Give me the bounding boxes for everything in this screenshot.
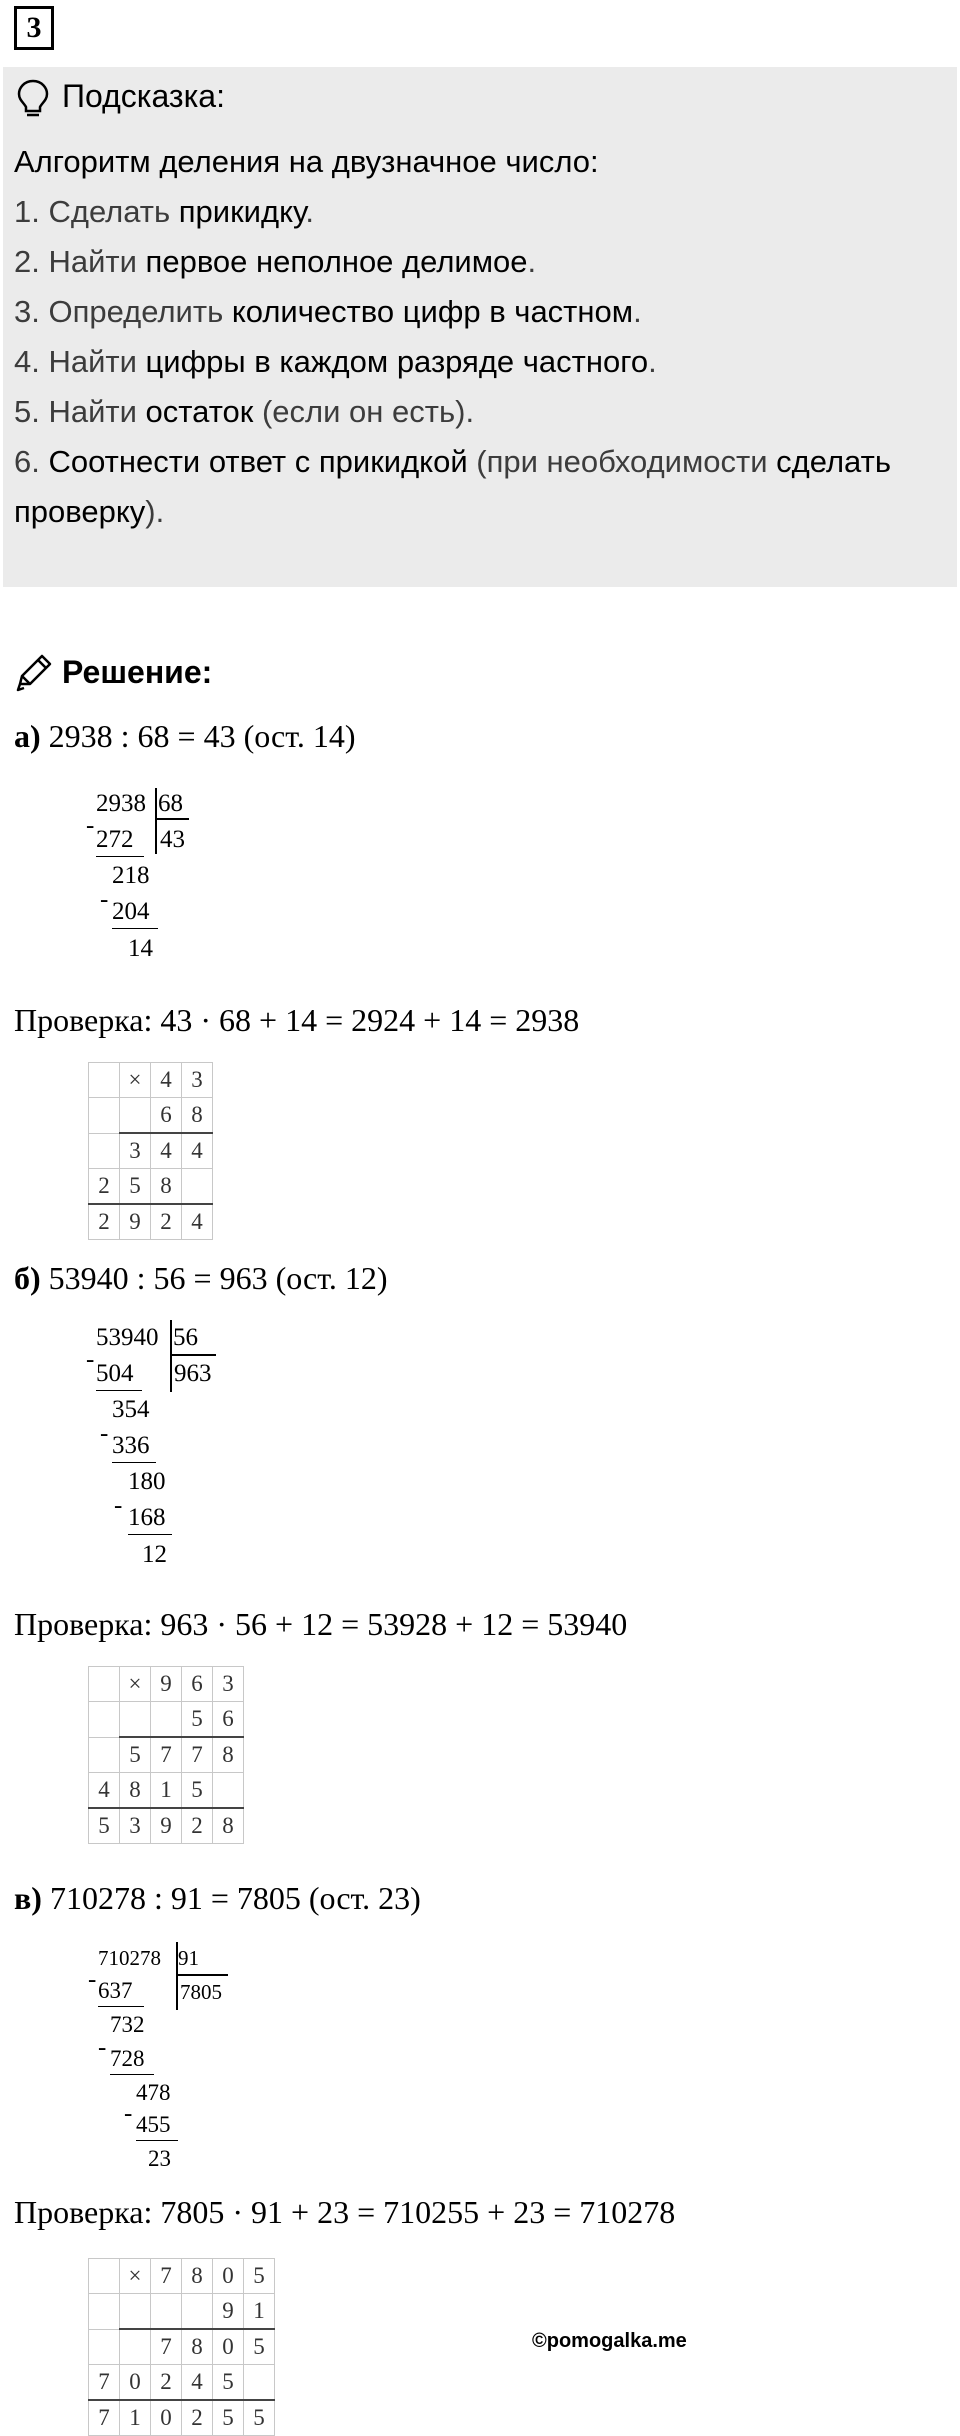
quotient-line [157, 818, 189, 820]
minus-sign: - [124, 2100, 133, 2127]
hint-step [14, 190, 314, 234]
table-cell: 6 [182, 1667, 213, 1702]
subtract-line [112, 1462, 156, 1463]
equation-text: 710278 : 91 = 7805 (ост. 23) [49, 1880, 421, 1916]
table-cell [89, 2294, 120, 2330]
table-row [89, 2259, 275, 2294]
equation-c [14, 1880, 421, 1917]
table-cell [89, 1737, 120, 1773]
table-cell [151, 1702, 182, 1738]
table-row [89, 1702, 244, 1738]
table-cell: 8 [182, 1098, 213, 1134]
table-cell [89, 2259, 120, 2294]
table-cell: 2 [89, 1169, 120, 1205]
table-cell: 4 [89, 1773, 120, 1809]
table-cell [89, 1667, 120, 1702]
hint-step [14, 340, 657, 384]
step-prefix: 6. [14, 444, 49, 479]
table-cell: 0 [120, 2365, 151, 2401]
subtrahend: 728 [110, 2046, 145, 2071]
subtrahend: 204 [112, 898, 150, 925]
table-cell: 2 [89, 1204, 120, 1240]
table-cell: 4 [182, 1204, 213, 1240]
multiplication-table-b [88, 1666, 244, 1844]
step-key: первое неполное делимое [145, 244, 528, 279]
quotient: 963 [174, 1360, 212, 1387]
hint-heading [14, 140, 599, 184]
division-bar [170, 1320, 172, 1392]
table-cell [120, 2329, 151, 2365]
table-cell: × [120, 2259, 151, 2294]
step-suffix: . [633, 294, 642, 329]
table-cell: 7 [151, 2259, 182, 2294]
table-cell: 7 [151, 2329, 182, 2365]
table-cell: 7 [182, 1737, 213, 1773]
table-cell: 8 [151, 1169, 182, 1205]
hint-step [14, 290, 642, 334]
step-key: прикидку [178, 194, 306, 229]
quotient: 43 [160, 826, 185, 853]
watermark: ©pomogalka.me [532, 2330, 687, 2352]
table-cell: 5 [244, 2329, 275, 2365]
step-prefix: 1. Сделать [14, 194, 179, 229]
minus-sign: - [86, 812, 95, 839]
check-c: Проверка: 7805 · 91 + 23 = 710255 + 23 = 710278 [14, 2194, 676, 2230]
table-cell: 1 [151, 1773, 182, 1809]
table-cell: 0 [213, 2259, 244, 2294]
step-suffix: (если он есть). [253, 394, 475, 429]
step-suffix: ). [145, 494, 165, 529]
table-cell: 2 [182, 1808, 213, 1844]
table-cell: 4 [151, 1133, 182, 1169]
table-cell: 2 [182, 2400, 213, 2436]
step-key: Соотнести ответ с прикидкой [48, 444, 468, 479]
dividend: 710278 [98, 1946, 161, 1970]
table-row [89, 2400, 275, 2436]
subtrahend: 168 [128, 1504, 166, 1531]
table-cell [89, 1133, 120, 1169]
equation-text: 2938 : 68 = 43 (ост. 14) [48, 718, 356, 754]
table-row [89, 1133, 213, 1169]
partial-dividend: 354 [112, 1396, 150, 1423]
hint-title: Подсказка: [62, 78, 225, 114]
table-cell: 5 [213, 2400, 244, 2436]
table-cell: 7 [89, 2400, 120, 2436]
subtrahend: 336 [112, 1432, 150, 1459]
equation-text: 53940 : 56 = 963 (ост. 12) [48, 1260, 388, 1296]
table-cell: 7 [89, 2365, 120, 2401]
subtract-line [112, 928, 158, 929]
table-cell: 1 [244, 2294, 275, 2330]
table-cell: 8 [213, 1808, 244, 1844]
dividend: 53940 [96, 1324, 159, 1351]
pencil-icon [14, 652, 56, 692]
table-cell: × [120, 1063, 151, 1098]
quotient-line [172, 1354, 216, 1356]
hint-heading-text: Алгоритм деления на двузначное число [14, 144, 591, 179]
table-cell [89, 1702, 120, 1738]
table-cell: 2 [151, 1204, 182, 1240]
table-cell: 8 [213, 1737, 244, 1773]
table-cell: 5 [213, 2365, 244, 2401]
table-cell: 0 [151, 2400, 182, 2436]
task-number: 3 [26, 11, 42, 44]
step-key: сделать [776, 444, 891, 479]
remainder: 14 [128, 935, 153, 962]
step-prefix: 4. Найти [14, 344, 146, 379]
table-row [89, 2365, 275, 2401]
lightbulb-icon [16, 78, 50, 118]
partial-dividend: 478 [136, 2080, 171, 2105]
table-cell: 4 [151, 1063, 182, 1098]
subtrahend: 504 [96, 1360, 134, 1387]
step-suffix: (при необходимости [467, 444, 777, 479]
table-row [89, 1737, 244, 1773]
step-key: количество цифр в частном [231, 294, 634, 329]
step-suffix: . [305, 194, 315, 229]
table-row [89, 1063, 213, 1098]
table-cell [120, 1098, 151, 1134]
table-cell [182, 1169, 213, 1205]
step-prefix: 3. Определить [14, 294, 232, 329]
divisor: 68 [158, 790, 183, 817]
solution-title: Решение: [62, 654, 213, 690]
table-cell: 5 [182, 1702, 213, 1738]
minus-sign: - [98, 2034, 107, 2061]
table-row [89, 1773, 244, 1809]
table-cell [182, 2294, 213, 2330]
table-cell [89, 1063, 120, 1098]
table-cell: 6 [213, 1702, 244, 1738]
equation-a [14, 718, 355, 755]
table-cell: × [120, 1667, 151, 1702]
table-cell: 0 [213, 2329, 244, 2365]
table-row [89, 1808, 244, 1844]
partial-dividend: 218 [112, 862, 150, 889]
table-cell: 3 [213, 1667, 244, 1702]
check-a: Проверка: 43 · 68 + 14 = 2924 + 14 = 2938 [14, 1002, 580, 1038]
hint-step [14, 240, 536, 284]
multiplication-table-a [88, 1062, 213, 1240]
table-cell: 4 [182, 1133, 213, 1169]
table-cell: 1 [120, 2400, 151, 2436]
table-cell: 2 [151, 2365, 182, 2401]
table-row [89, 2329, 275, 2365]
table-cell: 9 [151, 1667, 182, 1702]
hint-heading-colon: : [590, 144, 599, 179]
table-cell: 8 [120, 1773, 151, 1809]
table-cell: 5 [120, 1737, 151, 1773]
divisor: 91 [178, 1946, 199, 1970]
task-number-box [14, 6, 54, 50]
table-row [89, 1667, 244, 1702]
table-cell [89, 2329, 120, 2365]
table-row [89, 1204, 213, 1240]
minus-sign: - [114, 1492, 123, 1519]
equation-b [14, 1260, 387, 1297]
remainder: 23 [148, 2146, 171, 2171]
partial-dividend: 180 [128, 1468, 166, 1495]
table-cell: 9 [213, 2294, 244, 2330]
minus-sign: - [88, 1966, 97, 1993]
table-cell: 4 [182, 2365, 213, 2401]
table-cell [244, 2365, 275, 2401]
minus-sign: - [100, 1420, 109, 1447]
table-cell: 3 [182, 1063, 213, 1098]
remainder: 12 [142, 1541, 167, 1568]
table-row [89, 2294, 275, 2330]
multiplication-table-c [88, 2258, 275, 2436]
divisor: 56 [173, 1324, 198, 1351]
table-cell [89, 1098, 120, 1134]
subtract-line [96, 1390, 142, 1391]
table-cell [120, 1702, 151, 1738]
table-cell: 6 [151, 1098, 182, 1134]
step-prefix: 2. Найти [14, 244, 146, 279]
check-b: Проверка: 963 · 56 + 12 = 53928 + 12 = 53940 [14, 1606, 628, 1642]
subtract-line [136, 2140, 178, 2141]
step-key: цифры в каждом разряде частного [145, 344, 649, 379]
subtrahend: 272 [96, 826, 134, 853]
table-cell: 5 [244, 2400, 275, 2436]
table-cell: 7 [151, 1737, 182, 1773]
division-bar [155, 788, 157, 854]
subtract-line [110, 2074, 154, 2075]
table-cell [120, 2294, 151, 2330]
table-cell: 5 [120, 1169, 151, 1205]
part-label: а) [14, 718, 41, 754]
step-suffix: . [648, 344, 657, 379]
part-label: б) [14, 1260, 41, 1296]
table-cell: 5 [244, 2259, 275, 2294]
subtract-line [98, 2006, 144, 2007]
table-cell: 8 [182, 2259, 213, 2294]
step-suffix: . [527, 244, 537, 279]
table-cell: 5 [89, 1808, 120, 1844]
minus-sign: - [100, 886, 109, 913]
table-cell: 8 [182, 2329, 213, 2365]
subtrahend: 455 [136, 2112, 171, 2137]
table-row [89, 1098, 213, 1134]
part-label: в) [14, 1880, 42, 1916]
dividend: 2938 [96, 790, 146, 817]
subtrahend: 637 [98, 1978, 133, 2003]
table-cell [213, 1773, 244, 1809]
minus-sign: - [86, 1346, 95, 1373]
step-key: остаток [145, 394, 254, 429]
table-cell: 9 [151, 1808, 182, 1844]
partial-dividend: 732 [110, 2012, 145, 2037]
table-cell: 3 [120, 1808, 151, 1844]
hint-step-cont [14, 490, 164, 534]
step-key: проверку [14, 494, 146, 529]
table-cell: 5 [182, 1773, 213, 1809]
table-cell: 9 [120, 1204, 151, 1240]
subtract-line [128, 1534, 172, 1535]
hint-step [14, 390, 474, 434]
table-cell [151, 2294, 182, 2330]
quotient: 7805 [180, 1980, 222, 2004]
quotient-line [178, 1974, 228, 1976]
step-prefix: 5. Найти [14, 394, 146, 429]
hint-step [14, 440, 891, 484]
subtract-line [96, 856, 144, 857]
table-row [89, 1169, 213, 1205]
table-cell: 3 [120, 1133, 151, 1169]
